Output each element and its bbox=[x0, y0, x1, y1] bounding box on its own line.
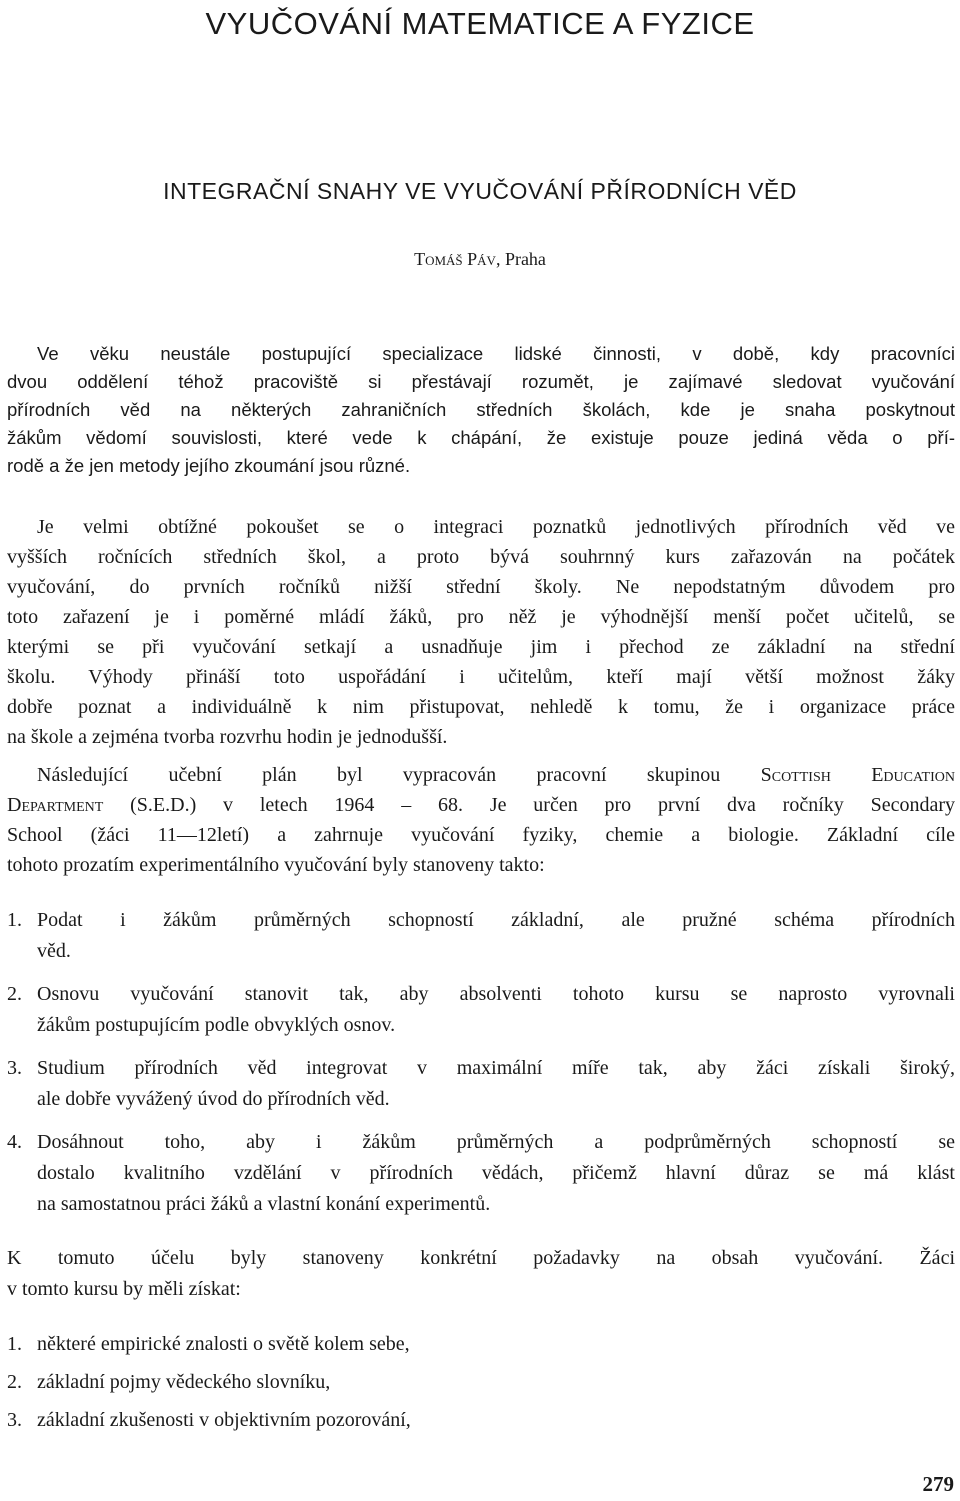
journal-title: VYUČOVÁNÍ MATEMATICE A FYZICE bbox=[205, 6, 755, 41]
paragraph-line: tohoto prozatím experimentálního vyučování byly stanoveny takto: bbox=[7, 854, 545, 876]
list-item-line: základní pojmy vědeckého slovníku, bbox=[37, 1371, 331, 1393]
paragraph-line: na škole a zejména tvorba rozvrhu hodin je jednodušší. bbox=[7, 726, 448, 748]
list-number: 1. bbox=[7, 909, 22, 931]
paragraph-line bbox=[37, 760, 955, 790]
list-number: 4. bbox=[7, 1131, 22, 1153]
list-item-line: na samostatnou práci žáků a vlastní konání experimentů. bbox=[37, 1193, 491, 1215]
list-item-line: Osnovu vyučování stanovit tak, aby absolventi tohoto kursu se naprosto vyrovnali bbox=[37, 983, 955, 1005]
list-item-line: věd. bbox=[37, 940, 71, 962]
paragraph-line: školu. Výhody přináší toto uspořádání i učitelům, kteří mají větší možnost žáky bbox=[7, 666, 955, 688]
department-name: Department bbox=[7, 794, 104, 816]
paragraph-line: toto zařazení je i poměrné mládí žáků, pro něž je výhodnější menší počet učitelů, se bbox=[7, 606, 955, 628]
list-number: 3. bbox=[7, 1057, 22, 1079]
paragraph-line bbox=[7, 790, 955, 820]
paragraph-line: School (žáci 11—12letí) a zahrnuje vyučování fyziky, chemie a biologie. Základní cíle bbox=[7, 824, 955, 846]
paragraph-line: dobře poznat a individuálně k nim přistupovat, nehledě k tomu, že i organizace práce bbox=[7, 696, 955, 718]
list-number: 2. bbox=[7, 983, 22, 1005]
department-name: Scottish Education bbox=[760, 764, 955, 786]
author-line bbox=[0, 245, 960, 273]
author-place: , Praha bbox=[495, 249, 546, 269]
list-item-line: žákům postupujícím podle obvyklých osnov. bbox=[37, 1014, 396, 1036]
list-item-line: dostalo kvalitního vzdělání v přírodních vědách, přičemž hlavní důraz se má klást bbox=[37, 1162, 955, 1184]
paragraph-text: Následující učební plán byl vypracován pracovní skupinou bbox=[37, 764, 761, 786]
list-item-line: některé empirické znalosti o světě kolem sebe, bbox=[37, 1333, 410, 1355]
abstract-line: Ve věku neustále postupující specializace lidské činnosti, v době, kdy pracovníci bbox=[37, 343, 955, 364]
list-item-line: ale dobře vyvážený úvod do přírodních věd. bbox=[37, 1088, 390, 1110]
abstract-line: dvou oddělení téhož pracoviště si přestávají rozumět, je zajímavé sledovat vyučování bbox=[7, 371, 955, 392]
paragraph-line: v tomto kursu by měli získat: bbox=[7, 1278, 241, 1300]
paragraph-text: (S.E.D.) v letech 1964 – 68. Je určen pro první dva ročníky Secondary bbox=[103, 794, 955, 816]
article-title: INTEGRAČNÍ SNAHY VE VYUČOVÁNÍ PŘÍRODNÍCH VĚD bbox=[163, 178, 797, 204]
list-item-line: základní zkušenosti v objektivním pozorování, bbox=[37, 1409, 411, 1431]
author-name: Tomáš Páv bbox=[414, 249, 496, 269]
list-item-line: Dosáhnout toho, aby i žákům průměrných a podprůměrných schopností se bbox=[37, 1131, 955, 1153]
list-number: 2. bbox=[7, 1371, 22, 1393]
list-number: 3. bbox=[7, 1409, 22, 1431]
page-number: 279 bbox=[922, 1472, 954, 1496]
paragraph-line: kterými se při vyučování setkají a usnadňuje jim i přechod ze základní na střední bbox=[7, 636, 955, 658]
paragraph-line: K tomuto účelu byly stanoveny konkrétní požadavky na obsah vyučování. Žáci bbox=[7, 1247, 955, 1269]
abstract-line: žákům vědomí souvislosti, které vede k chápání, že existuje pouze jediná věda o pří- bbox=[7, 427, 955, 448]
abstract-line: rodě a že jen metody jejího zkoumání jsou různé. bbox=[7, 455, 411, 476]
paragraph-line: Je velmi obtížné pokoušet se o integraci poznatků jednotlivých přírodních věd ve bbox=[37, 516, 955, 538]
paragraph-line: vyučování, do prvních ročníků nižší střední školy. Ne nepodstatným důvodem pro bbox=[7, 576, 955, 598]
list-item-line: Podat i žákům průměrných schopností základní, ale pružné schéma přírodních bbox=[37, 909, 955, 931]
list-number: 1. bbox=[7, 1333, 22, 1355]
list-item-line: Studium přírodních věd integrovat v maximální míře tak, aby žáci získali široký, bbox=[37, 1057, 955, 1079]
paragraph-line: vyšších ročnících středních škol, a proto bývá souhrnný kurs zařazován na počátek bbox=[7, 546, 955, 568]
abstract-line: přírodních věd na některých zahraničních středních školách, kde je snaha poskytnout bbox=[7, 399, 955, 420]
